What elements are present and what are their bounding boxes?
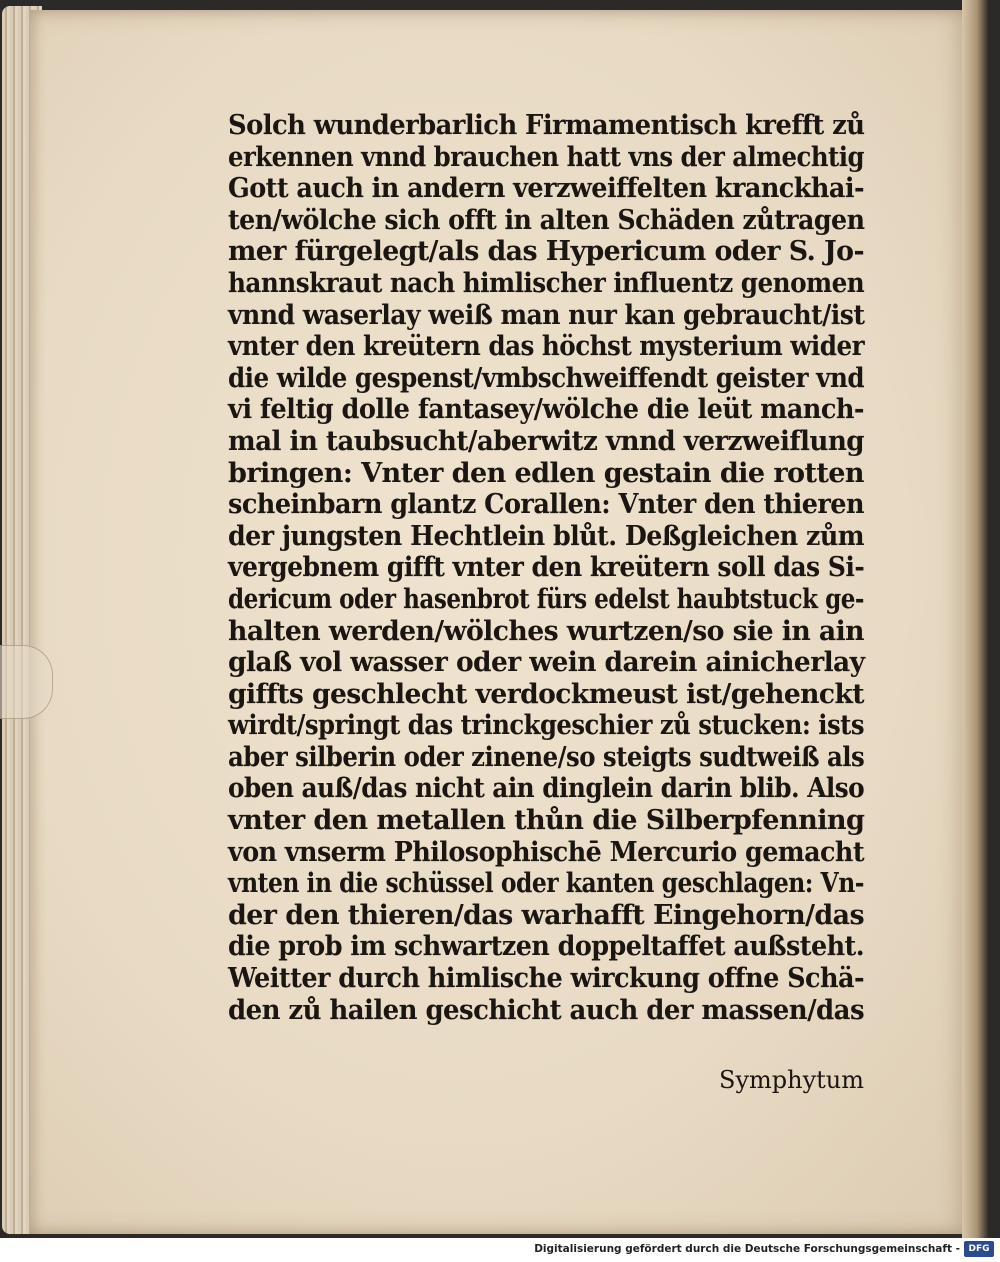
text-line: Gott auch in andern verzweiffelten kranckhai- bbox=[228, 173, 864, 205]
text-line: Weitter durch himlische wirckung offne Schä- bbox=[228, 963, 865, 995]
page-tab-marker bbox=[0, 645, 53, 719]
text-line: vnter den metallen thůn die Silberpfenning bbox=[228, 805, 865, 837]
text-line: halten werden/wölches wurtzen/so sie in ain bbox=[228, 615, 864, 647]
text-line: vergebnem gifft vnter den kreütern soll das Si- bbox=[228, 552, 865, 584]
text-line: die wilde gespenst/vmbschweiffendt geister vnd bbox=[228, 362, 864, 394]
text-line: Solch wunderbarlich Firmamentisch krefft zů bbox=[228, 110, 865, 141]
text-line: der den thieren/das warhafft Eingehorn/das bbox=[228, 899, 864, 931]
text-line: mal in taubsucht/aberwitz vnnd verzweiflung bbox=[228, 425, 864, 457]
text-line: erkennen vnnd brauchen hatt vns der almechtig bbox=[228, 141, 864, 173]
text-line: aber silberin oder zinene/so steigts sudtweiß als bbox=[228, 741, 865, 773]
text-line: mer fürgelegt/als das Hypericum oder S. Jo- bbox=[228, 236, 864, 268]
text-line: bringen: Vnter den edlen gestain die rotten bbox=[228, 457, 864, 489]
text-line: vnter den kreütern das höchst mysterium wider bbox=[228, 331, 865, 363]
text-line: von vnserm Philosophischē Mercurio gemacht bbox=[228, 836, 864, 868]
text-line: die prob im schwartzen doppeltaffet außsteht. bbox=[228, 931, 864, 963]
text-line: scheinbarn glantz Corallen: Vnter den thieren bbox=[228, 489, 864, 521]
funding-credit: Digitalisierung gefördert durch die Deutsche Forschungsgemeinschaft - bbox=[534, 1243, 960, 1255]
binding-shadow bbox=[962, 0, 1000, 1238]
text-line: dericum oder hasenbrot fürs edelst haubtstuck ge- bbox=[228, 583, 864, 615]
text-line: oben auß/das nicht ain dinglein darin blib. Also bbox=[228, 773, 865, 805]
text-line: vnten in die schüssel oder kanten geschlagen: Vn- bbox=[228, 868, 864, 900]
catchword: Symphytum bbox=[719, 1066, 864, 1094]
body-text bbox=[228, 110, 868, 1026]
text-line: wirdt/springt das trinckgeschier zů stucken: ists bbox=[228, 710, 864, 742]
text-line: glaß vol wasser oder wein darein ainicherlay bbox=[228, 647, 865, 679]
text-line: giffts geschlecht verdockmeust ist/gehenckt bbox=[228, 678, 864, 710]
dfg-logo: DFG bbox=[964, 1241, 994, 1257]
footer-bar bbox=[0, 1238, 1000, 1262]
text-line: hannskraut nach himlischer influentz genomen bbox=[228, 267, 865, 299]
text-line: der jungsten Hechtlein blůt. Deßgleichen zům bbox=[228, 520, 864, 552]
text-line: ten/wölche sich offt in alten Schäden zůtragen bbox=[228, 204, 865, 236]
text-line: vi feltig dolle fantasey/wölche die leüt manch- bbox=[228, 394, 864, 426]
text-line: den zů hailen geschicht auch der massen/das bbox=[228, 994, 865, 1026]
text-line: vnnd waserlay weiß man nur kan gebraucht/ist bbox=[228, 299, 865, 331]
